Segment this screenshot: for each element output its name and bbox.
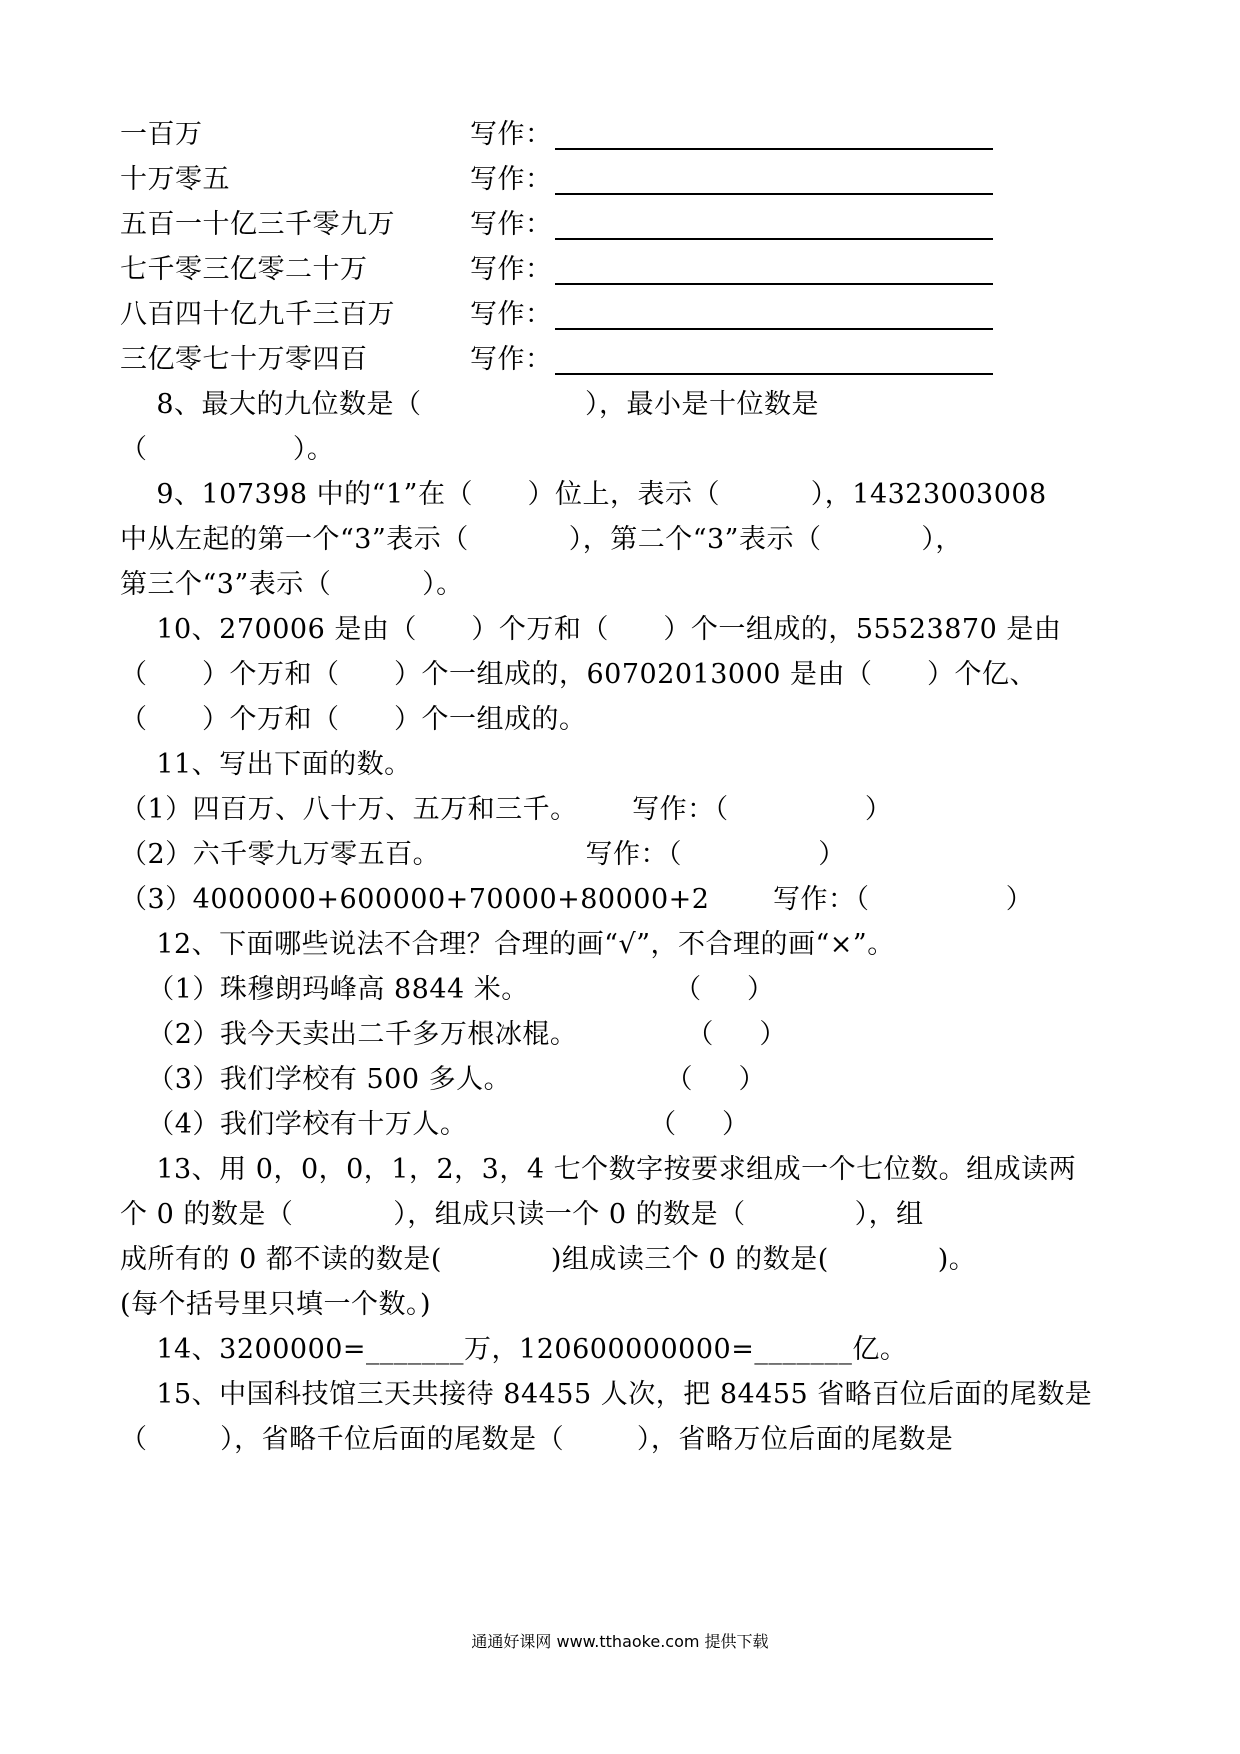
question-13-line-2: 个 0 的数是（ ），组成只读一个 0 的数是（ ），组 xyxy=(120,1199,924,1230)
write-row xyxy=(120,163,553,197)
write-label: 写作： xyxy=(470,209,553,240)
question-11-item-3: （3）4000000+600000+70000+80000+2 写作：（ ） xyxy=(120,884,1034,915)
question-10-line-1: 10、270006 是由（ ）个万和（ ）个一组成的，55523870 是由 xyxy=(120,614,1062,645)
row-label: 一百万 xyxy=(120,119,203,150)
write-label: 写作： xyxy=(470,119,553,150)
question-9-line-2: 中从左起的第一个“3”表示（ ），第二个“3”表示（ ）， xyxy=(120,524,963,555)
row-label: 三亿零七十万零四百 xyxy=(120,344,368,375)
row-label: 五百一十亿三千零九万 xyxy=(120,209,395,240)
row-label: 七千零三亿零二十万 xyxy=(120,254,368,285)
question-12-item-4: （4）我们学校有十万人。 （ ） xyxy=(120,1109,750,1140)
question-15-line-1: 15、中国科技馆三天共接待 84455 人次，把 84455 省略百位后面的尾数是 xyxy=(120,1379,1093,1410)
row-label: 八百四十亿九千三百万 xyxy=(120,299,395,330)
write-row xyxy=(120,118,553,152)
question-12-item-1: （1）珠穆朗玛峰高 8844 米。 （ ） xyxy=(120,974,775,1005)
question-11-item-2: （2）六千零九万零五百。 写作：（ ） xyxy=(120,839,846,870)
write-row xyxy=(120,298,553,332)
write-row xyxy=(120,343,553,377)
question-14: 14、3200000=_______万，120600000000=_______亿。 xyxy=(120,1334,908,1365)
question-11-item-1: （1）四百万、八十万、五万和三千。 写作：（ ） xyxy=(120,794,893,825)
answer-underline xyxy=(555,193,993,195)
row-label: 十万零五 xyxy=(120,164,230,195)
write-row xyxy=(120,208,553,242)
question-15-line-2: （ ），省略千位后面的尾数是（ ），省略万位后面的尾数是 xyxy=(120,1424,954,1455)
question-12-title: 12、下面哪些说法不合理？合理的画“√”，不合理的画“×”。 xyxy=(120,929,895,960)
write-label: 写作： xyxy=(470,344,553,375)
write-row xyxy=(120,253,553,287)
question-12-item-2: （2）我今天卖出二千多万根冰棍。 （ ） xyxy=(120,1019,787,1050)
question-9-line-3: 第三个“3”表示（ ）。 xyxy=(120,569,464,600)
question-9-line-1: 9、107398 中的“1”在（ ）位上，表示（ ），14323003008 xyxy=(120,479,1047,510)
question-8-line-1: 8、最大的九位数是（ ），最小是十位数是 xyxy=(120,389,819,420)
write-label: 写作： xyxy=(470,254,553,285)
answer-underline xyxy=(555,238,993,240)
question-13-line-3: 成所有的 0 都不读的数是( )组成读三个 0 的数是( )。 xyxy=(120,1244,977,1275)
question-10-line-2: （ ）个万和（ ）个一组成的，60702013000 是由（ ）个亿、 xyxy=(120,659,1038,690)
question-10-line-3: （ ）个万和（ ）个一组成的。 xyxy=(120,704,587,735)
write-label: 写作： xyxy=(470,299,553,330)
answer-underline xyxy=(555,283,993,285)
question-13-note: (每个括号里只填一个数。) xyxy=(120,1289,432,1320)
answer-underline xyxy=(555,373,993,375)
answer-underline xyxy=(555,328,993,330)
write-label: 写作： xyxy=(470,164,553,195)
page-footer: 通通好课网 www.tthaoke.com 提供下载 xyxy=(471,1632,769,1651)
question-11-title: 11、写出下面的数。 xyxy=(120,749,412,780)
question-13-line-1: 13、用 0，0，0，1，2，3，4 七个数字按要求组成一个七位数。组成读两 xyxy=(120,1154,1077,1185)
question-12-item-3: （3）我们学校有 500 多人。 （ ） xyxy=(120,1064,766,1095)
question-8-line-2: （ ）。 xyxy=(120,434,335,465)
answer-underline xyxy=(555,148,993,150)
